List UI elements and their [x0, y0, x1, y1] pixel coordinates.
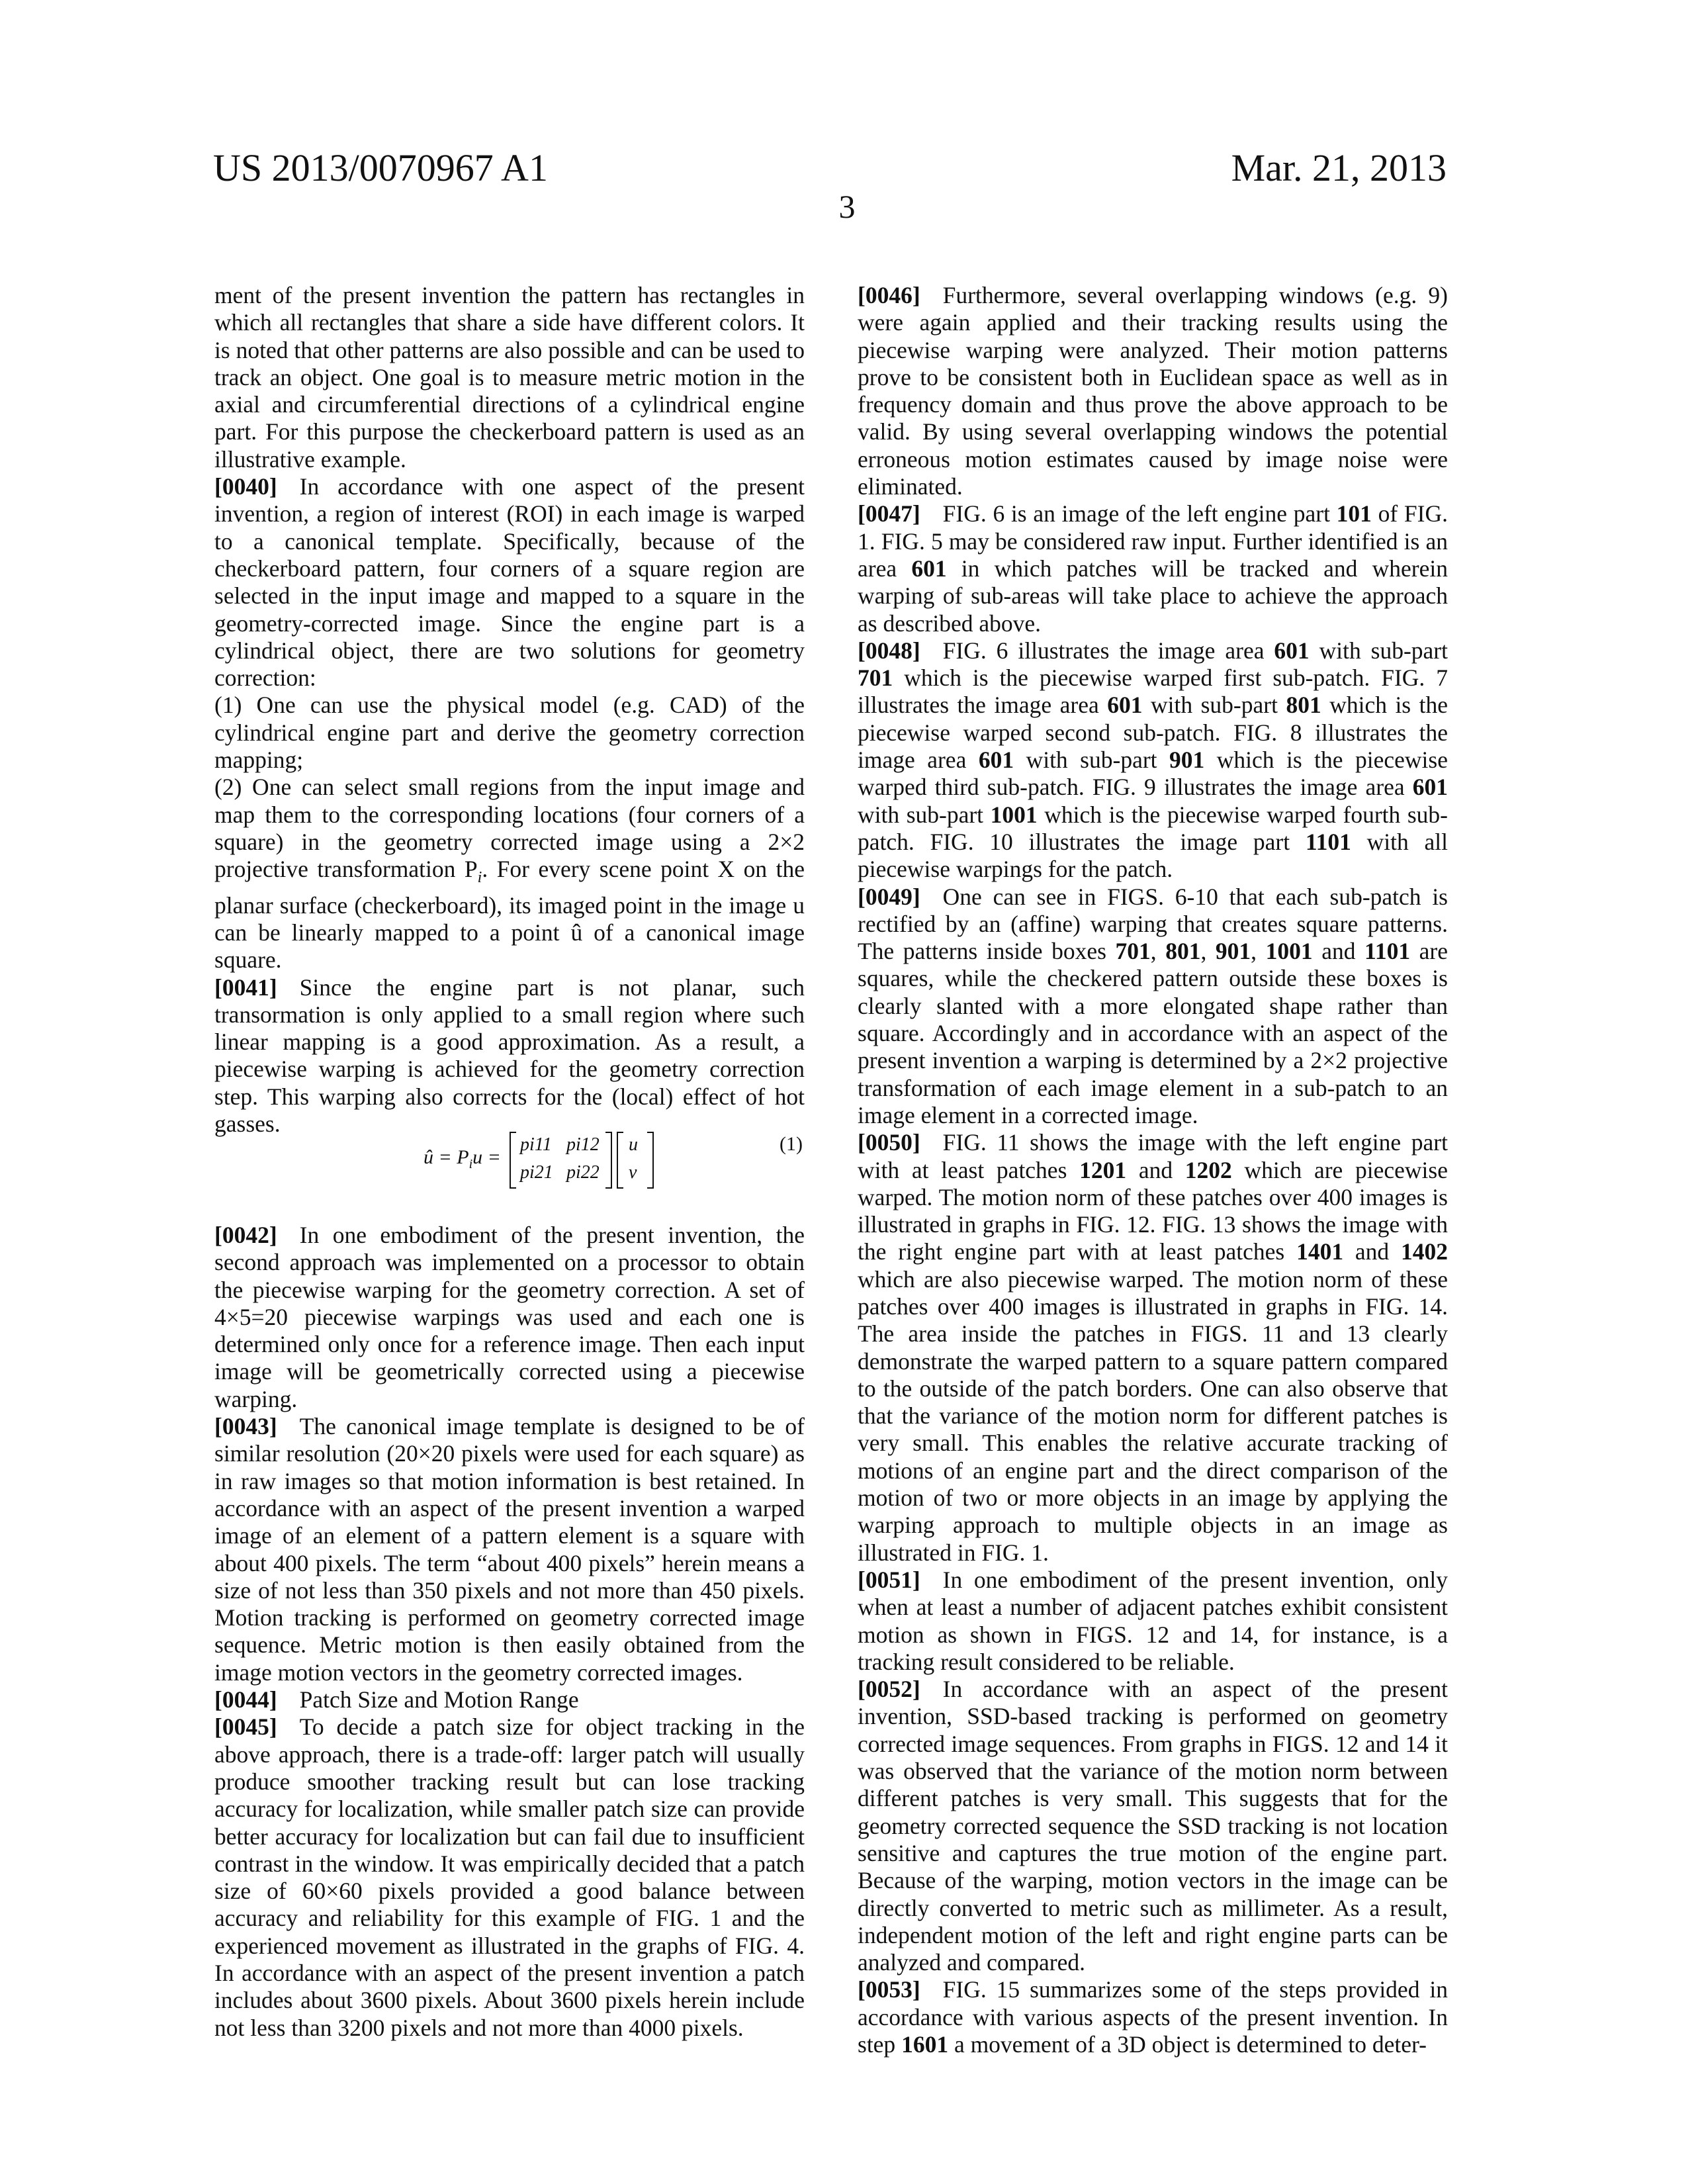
page-number: 3 [0, 187, 1694, 226]
reference-numeral: 701 [1116, 938, 1151, 964]
paragraph-text: which is the piecewise warped second sub-patch. FIG. 8 illustrates the image area [858, 692, 1448, 773]
paragraph [858, 1976, 1448, 2058]
paragraph-text: In one embodiment of the present invention, only when at least a number of adjacent patches exhibit consistent motion as shown in FIGS. 12 and 14, for instance, is a tracking result considered to be reliable. [858, 1567, 1448, 1675]
paragraph-number: [0051] [858, 1567, 920, 1593]
matrix-bracket-left [510, 1132, 516, 1189]
paragraph-text: with sub-part [1142, 692, 1286, 718]
paragraph [214, 473, 805, 692]
paragraph-number: [0047] [858, 500, 920, 527]
matrix-cell: pi12 [566, 1134, 600, 1156]
paragraph [858, 1129, 1448, 1567]
paragraph-text: One can see in FIGS. 6-10 that each sub-patch is rectified by an (affine) warping that creates square patterns. The patterns inside boxes [858, 884, 1448, 965]
equation-lhs-text: û = P [424, 1146, 469, 1168]
paragraph-text: Furthermore, several overlapping windows (e.g. 9) were again applied and their tracking results using the piecewise warping were analyzed. Their motion patterns prove to be consistent both in Euclidean space as well as in frequency domain and thus prove the above approach to be valid. By using several overlapping windows the potential erroneous motion estimates caused by image noise were eliminated. [858, 282, 1448, 500]
vector-cell: v [629, 1162, 637, 1183]
reference-numeral: 1001 [991, 801, 1038, 828]
paragraph-text: and [1343, 1238, 1401, 1265]
reference-numeral: 1401 [1296, 1238, 1343, 1265]
paragraph-number: [0043] [214, 1413, 277, 1439]
paragraph-text: with sub-part [1310, 637, 1448, 664]
paragraph-text: in which patches will be tracked and wherein warping of sub-areas will take place to achieve the approach as described above. [858, 555, 1448, 637]
left-column-top [214, 282, 805, 1138]
vector-bracket-left [617, 1132, 623, 1189]
matrix-cell: pi11 [520, 1134, 552, 1156]
right-column [858, 282, 1448, 2058]
equation-number: (1) [780, 1133, 803, 1156]
paragraph [214, 1222, 805, 1413]
paragraph-text: , [1251, 938, 1265, 964]
reference-numeral: 901 [1169, 747, 1204, 773]
paragraph-text: which is the piecewise warped third sub-patch. FIG. 9 illustrates the image area [858, 747, 1448, 800]
paragraph-text: , [1151, 938, 1165, 964]
paragraph [214, 774, 805, 974]
paragraph-text: FIG. 6 illustrates the image area [943, 637, 1274, 664]
reference-numeral: 601 [1274, 637, 1309, 664]
paragraph [214, 1713, 805, 2042]
paragraph [858, 1567, 1448, 1676]
paragraph-text: and [1313, 938, 1364, 964]
paragraph [858, 884, 1448, 1130]
paragraph-text: of FIG. 1. FIG. 5 may be considered raw input. Further identified is an area [858, 500, 1448, 582]
reference-numeral: 801 [1165, 938, 1200, 964]
reference-numeral: 1202 [1185, 1157, 1232, 1183]
matrix-cell: pi21 [520, 1162, 553, 1183]
paragraph-number: [0042] [214, 1222, 277, 1248]
paragraph-text: ment of the present invention the pattern has rectangles in which all rectangles that share a side have different colors. It is noted that other patterns are also possible and can be used to track an object. One goal is to measure metric motion in the axial and circumferential directions of a cylindrical engine part. For this purpose the checkerboard pattern is used as an illustrative example. [214, 282, 805, 473]
reference-numeral: 1402 [1401, 1238, 1448, 1265]
paragraph-number: [0045] [214, 1713, 277, 1740]
reference-numeral: 901 [1216, 938, 1251, 964]
paragraph-text: and [1126, 1157, 1185, 1183]
paragraph-number: [0046] [858, 282, 920, 308]
paragraph-number: [0044] [214, 1686, 277, 1713]
paragraph-text: are squares, while the checkered pattern outside these boxes is clearly slanted with a more elongated shape rather than square. Accordingly and in accordance with an aspect of the present invention a warping is determined by a 2×2 projective transformation of each image element in a sub-patch to an image element in a corrected image. [858, 938, 1448, 1128]
reference-numeral: 601 [1107, 692, 1142, 718]
paragraph-number: [0052] [858, 1676, 920, 1702]
paragraph-text: (2) One can select small regions from the input image and map them to the corresponding locations (four corners of a square) in the geometry corrected image using a 2×2 projective transformation P [214, 774, 805, 882]
reference-numeral: 701 [858, 664, 893, 691]
matrix-cell: pi22 [566, 1162, 600, 1183]
paragraph [214, 974, 805, 1138]
reference-numeral: 1101 [1306, 829, 1351, 855]
reference-numeral: 601 [979, 747, 1014, 773]
equation-lhs-rest: u = [472, 1146, 501, 1168]
equation-1 [424, 1130, 807, 1190]
reference-numeral: 801 [1286, 692, 1321, 718]
paragraph-text: with sub-part [1014, 747, 1169, 773]
paragraph [214, 1686, 805, 1713]
paragraph-text: which are also piecewise warped. The motion norm of these patches over 400 images is illustrated in graphs in FIG. 14. The area inside the patches in FIGS. 11 and 13 clearly demonstrate the warped pattern to a square pattern compared to the outside of the patch borders. One can also observe that that the variance of the motion norm for different patches is very small. This enables the relative accurate tracking of motions of an engine part and the direct comparison of the motion of two or more objects in an image by applying the warping approach to multiple objects in an image as illustrated in FIG. 1. [858, 1266, 1448, 1566]
left-column-bottom [214, 1222, 805, 2042]
paragraph-number: [0049] [858, 884, 920, 910]
paragraph-text: which is the piecewise warped first sub-patch. FIG. 7 illustrates the image area [858, 664, 1448, 718]
paragraph [858, 500, 1448, 637]
paragraph-text: , [1200, 938, 1215, 964]
equation-subscript: i [469, 1157, 473, 1171]
paragraph-text: i [478, 869, 482, 886]
paragraph-number: [0050] [858, 1129, 920, 1156]
equation-lhs [424, 1146, 501, 1172]
paragraph-text: with sub-part [858, 801, 991, 828]
paragraph-number: [0040] [214, 473, 277, 500]
paragraph-text: FIG. 6 is an image of the left engine part [943, 500, 1337, 527]
reference-numeral: 1201 [1079, 1157, 1126, 1183]
reference-numeral: 601 [1413, 774, 1448, 800]
paragraph-text: which are piecewise warped. The motion norm of these patches over 400 images is illustrated in graphs in FIG. 12. FIG. 13 shows the image with the right engine part with at least patches [858, 1157, 1448, 1265]
paragraph-text: In accordance with an aspect of the present invention, SSD-based tracking is performed on geometry corrected image sequences. From graphs in FIGS. 12 and 14 it was observed that the variance of the motion norm between different patches is very small. This suggests that for the geometry corrected sequence the SSD tracking is not location sensitive and captures the true motion of the engine part. Because of the warping, motion vectors in the image can be directly converted to metric such as millimeter. As a result, independent motion of the left and right engine parts can be analyzed and compared. [858, 1676, 1448, 1976]
paragraph-text: In accordance with one aspect of the present invention, a region of interest (ROI) in each image is warped to a canonical template. Specifically, because of the checkerboard pattern, four corners of a square region are selected in the input image and mapped to a square in the geometry-corrected image. Since the engine part is a cylindrical object, there are two solutions for geometry correction: [214, 473, 805, 691]
publication-date: Mar. 21, 2013 [1231, 147, 1447, 189]
reference-numeral: 1601 [901, 2031, 948, 2058]
paragraph-number: [0048] [858, 637, 920, 664]
paragraph [214, 1413, 805, 1686]
reference-numeral: 1001 [1266, 938, 1313, 964]
paragraph [214, 282, 805, 473]
paragraph [858, 637, 1448, 884]
reference-numeral: 601 [911, 555, 946, 582]
paragraph-text: FIG. 15 summarizes some of the steps provided in accordance with various aspects of the present invention. In step [858, 1976, 1448, 2058]
paragraph-number: [0053] [858, 1976, 920, 2003]
paragraph-text: (1) One can use the physical model (e.g. CAD) of the cylindrical engine part and derive the geometry correction mapping; [214, 692, 805, 773]
reference-numeral: 1101 [1364, 938, 1410, 964]
vector-bracket-right [647, 1132, 654, 1189]
vector-cell: u [629, 1134, 638, 1156]
paragraph [858, 282, 1448, 500]
matrix-bracket-right [605, 1132, 612, 1189]
paragraph-text: The canonical image template is designed to be of similar resolution (20×20 pixels were used for each square) as in raw images so that motion information is best retained. In accordance with an aspect of the present invention a warped image of an element of a pattern element is a square with about 400 pixels. The term “about 400 pixels” herein means a size of not less than 350 pixels and not more than 450 pixels. Motion tracking is performed on geometry corrected image sequence. Metric motion is then easily obtained from the image motion vectors in the geometry corrected images. [214, 1413, 805, 1686]
paragraph-text: Since the engine part is not planar, such transormation is only applied to a small region where such linear mapping is a good approximation. As a result, a piecewise warping is achieved for the geometry correction step. This warping also corrects for the (local) effect of hot gasses. [214, 974, 805, 1137]
paragraph-text: In one embodiment of the present invention, the second approach was implemented on a processor to obtain the piecewise warping for the geometry correction. A set of 4×5=20 piecewise warpings was used and each one is determined only once for a reference image. Then each input image will be geometrically corrected using a piecewise warping. [214, 1222, 805, 1412]
paragraph-text: Patch Size and Motion Range [300, 1686, 579, 1713]
reference-numeral: 101 [1337, 500, 1372, 527]
paragraph-text: FIG. 11 shows the image with the left engine part with at least patches [858, 1129, 1448, 1183]
publication-number: US 2013/0070967 A1 [213, 147, 548, 189]
paragraph [858, 1676, 1448, 1976]
paragraph-text: To decide a patch size for object tracking in the above approach, there is a trade-off: larger patch will usually produce smoother tracking result but can lose tracking accuracy for localization, while smaller patch size can provide better accuracy for localization but can fail due to insufficient contrast in the window. It was empirically decided that a patch size of 60×60 pixels provided a good balance between accuracy and reliability for this example of FIG. 1 and the experienced movement as illustrated in the graphs of FIG. 4. In accordance with an aspect of the present invention a patch includes about 3600 pixels. About 3600 pixels herein include not less than 3200 pixels and not more than 4000 pixels. [214, 1713, 805, 2040]
paragraph [214, 692, 805, 774]
paragraph-text: a movement of a 3D object is determined to deter- [948, 2031, 1427, 2058]
paragraph-text: which is the piecewise warped fourth sub-patch. FIG. 10 illustrates the image part [858, 801, 1448, 855]
paragraph-number: [0041] [214, 974, 277, 1001]
paragraph-text: . For every scene point X on the planar surface (checkerboard), its imaged point in the image u can be linearly mapped to a point û of a canonical image square. [214, 856, 805, 973]
paragraph-text: with all piecewise warpings for the patch. [858, 829, 1448, 882]
